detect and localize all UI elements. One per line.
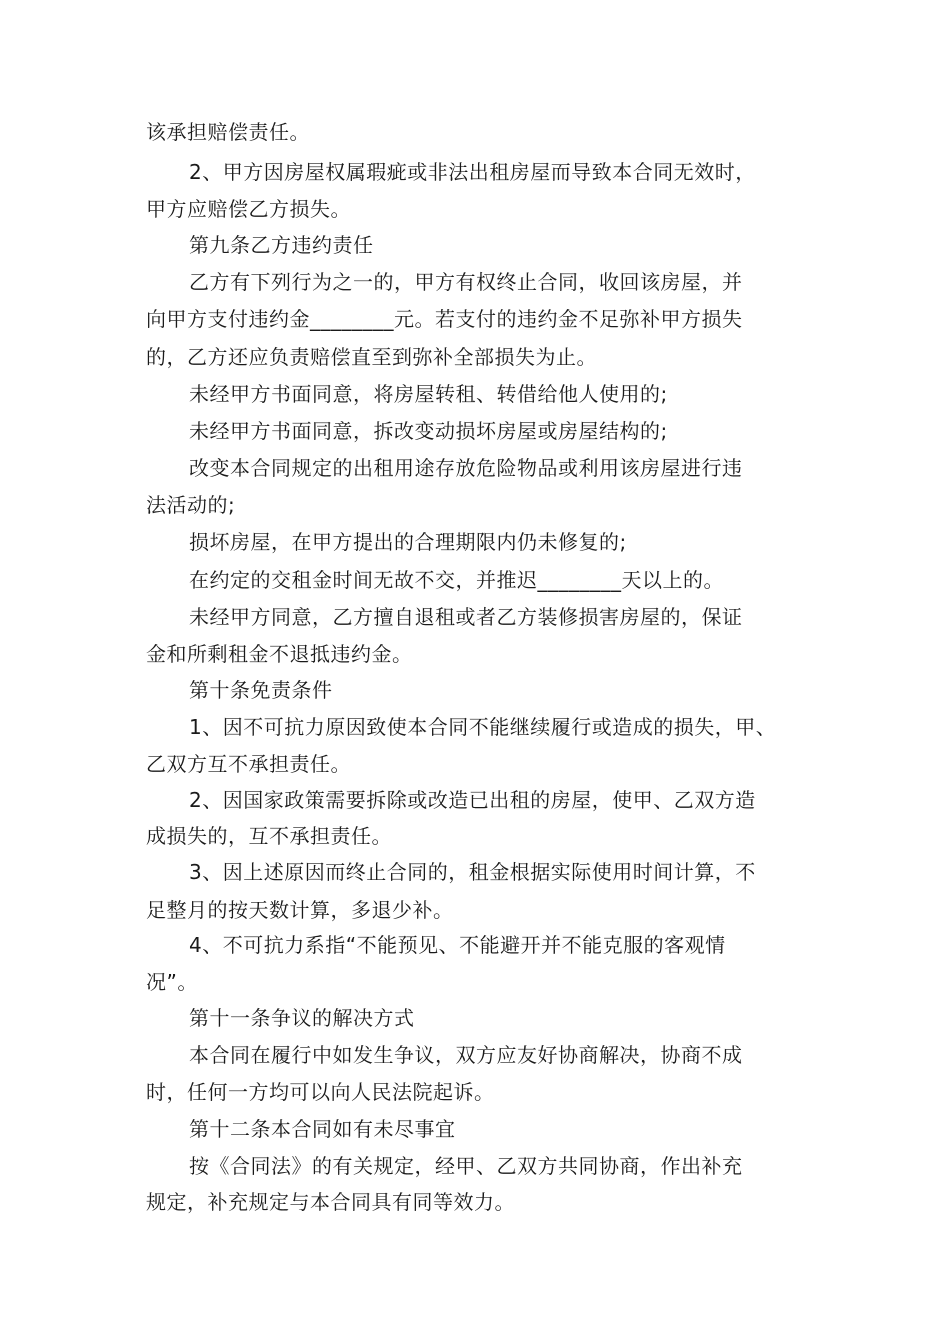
- section-heading: 第九条乙方违约责任: [189, 233, 374, 257]
- text-line: 乙双方互不承担责任。: [146, 752, 351, 776]
- text-line: 2、因国家政策需要拆除或改造已出租的房屋，使甲、乙双方造: [189, 788, 756, 812]
- text-line: 法活动的;: [146, 493, 236, 517]
- text-line: 在约定的交租金时间无故不交，并推迟________天以上的。: [189, 568, 724, 592]
- section-heading: 第十条免责条件: [189, 678, 333, 702]
- text-line: 未经甲方书面同意，将房屋转租、转借给他人使用的;: [189, 382, 668, 406]
- text-line: 规定，补充规定与本合同具有同等效力。: [146, 1190, 515, 1214]
- text-line: 乙方有下列行为之一的，甲方有权终止合同，收回该房屋，并: [189, 270, 743, 294]
- text-line: 损坏房屋，在甲方提出的合理期限内仍未修复的;: [189, 530, 627, 554]
- text-line: 按《合同法》的有关规定，经甲、乙双方共同协商，作出补充: [189, 1154, 743, 1178]
- text-line: 况”。: [146, 970, 198, 994]
- text-line: 2、甲方因房屋权属瑕疵或非法出租房屋而导致本合同无效时，: [189, 160, 756, 184]
- text-line: 时，任何一方均可以向人民法院起诉。: [146, 1080, 495, 1104]
- text-line: 未经甲方书面同意，拆改变动损坏房屋或房屋结构的;: [189, 419, 668, 443]
- section-heading: 第十一条争议的解决方式: [189, 1006, 415, 1030]
- text-line: 1、因不可抗力原因致使本合同不能继续履行或造成的损失，甲、: [189, 715, 777, 739]
- text-line: 4、不可抗力系指“不能预见、不能避开并不能克服的客观情: [189, 933, 726, 957]
- text-line: 成损失的，互不承担责任。: [146, 824, 392, 848]
- text-line: 本合同在履行中如发生争议，双方应友好协商解决，协商不成: [189, 1043, 743, 1067]
- text-line: 改变本合同规定的出租用途存放危险物品或利用该房屋进行违: [189, 456, 743, 480]
- text-line: 足整月的按天数计算，多退少补。: [146, 898, 454, 922]
- section-heading: 第十二条本合同如有未尽事宜: [189, 1117, 456, 1141]
- text-line: 金和所剩租金不退抵违约金。: [146, 642, 413, 666]
- text-line: 未经甲方同意，乙方擅自退租或者乙方装修损害房屋的，保证: [189, 605, 743, 629]
- text-line: 的，乙方还应负责赔偿直至到弥补全部损失为止。: [146, 345, 597, 369]
- text-line: 该承担赔偿责任。: [146, 120, 310, 144]
- text-line: 3、因上述原因而终止合同的，租金根据实际使用时间计算，不: [189, 860, 756, 884]
- text-line: 甲方应赔偿乙方损失。: [146, 197, 351, 221]
- text-line: 向甲方支付违约金________元。若支付的违约金不足弥补甲方损失: [146, 307, 743, 331]
